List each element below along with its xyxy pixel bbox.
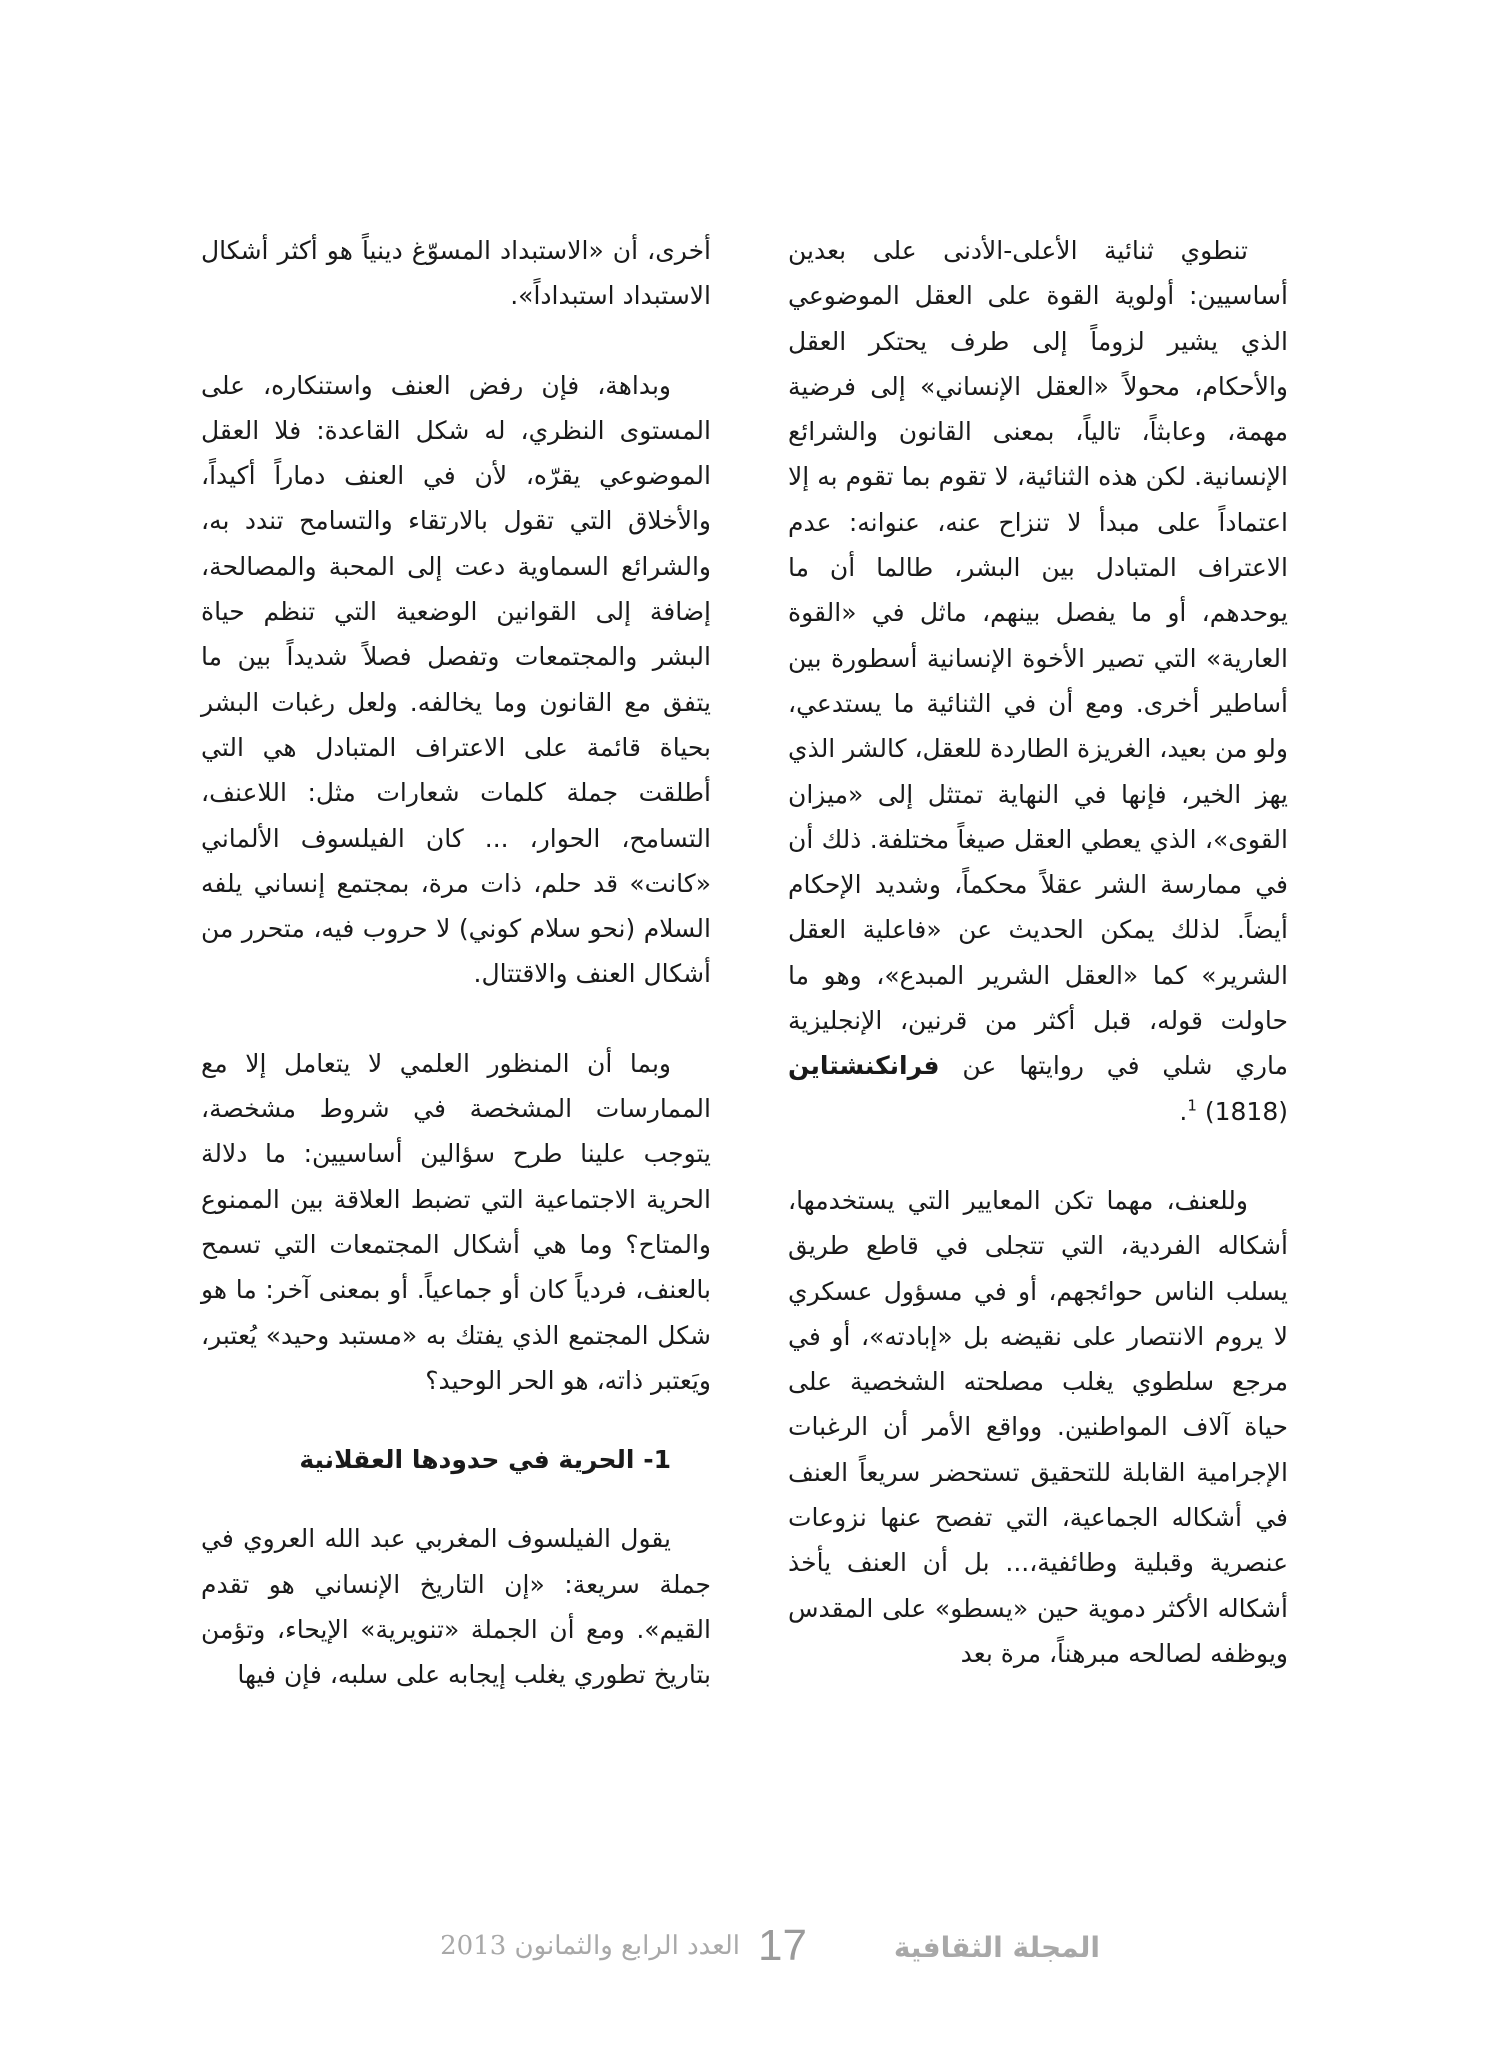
paragraph: تنطوي ثنائية الأعلى-الأدنى على بعدين أساسيين: أولوية القوة على العقل الموضوعي الذي يشير لزوماً إلى طرف يحتكر العقل والأحكام، محولاً «العقل الإنساني» إلى فرضية مهمة، وعابثاً، تالياً، بمعنى القانون والشرائع الإنسانية. لكن هذه الثنائية، لا تقوم بما تقوم به إلا اعتماداً على مبدأ لا تنزاح عنه، عنوانه: عدم الاعتراف المتبادل بين البشر، طالما أن ما يوحدهم، أو ما يفصل بينهم، ماثل في «القوة العارية» التي تصير الأخوة الإنسانية أسطورة بين أساطير أخرى. ومع أن في الثنائية ما يستدعي، ولو من بعيد، الغريزة الطاردة للعقل، كالشر الذي يهز الخير، فإنها في النهاية تمتثل إلى «ميزان القوى»، الذي يعطي العقل صيغاً مختلفة. ذلك أن في ممارسة الشر عقلاً محكماً، وشديد الإحكام أيضاً. لذلك يمكن الحديث عن «فاعلية العقل الشرير» كما «العقل الشرير المبدع»، وهو ما حاولت قوله، قبل أكثر من قرنين، الإنجليزية ماري شلي في روايتها عن فرانكنشتاين (1818) $^1$. (788, 236, 1288, 1126)
left-column (201, 228, 711, 1698)
right-column (788, 228, 1288, 1676)
paragraph: وبما أن المنظور العلمي لا يتعامل إلا مع الممارسات المشخصة في شروط مشخصة، يتوجب علينا طرح سؤالين أساسيين: ما دلالة الحرية الاجتماعية التي تضبط العلاقة بين الممنوع والمتاح؟ وما هي أشكال المجتمعات التي تسمح بالعنف، فردياً كان أو جماعياً. أو بمعنى آخر: ما هو شكل المجتمع الذي يفتك به «مستبد وحيد» يُعتبر، ويَعتبر ذاته، هو الحر الوحيد؟ (201, 1048, 711, 1395)
footnote-marker: 1 (1187, 1096, 1197, 1115)
section-heading: 1- الحرية في حدودها العقلانية (299, 1445, 671, 1475)
page-number: 17 (758, 1921, 807, 1970)
issue-label: العدد الرابع والثمانون 2013 (440, 1931, 740, 1961)
novel-title: فرانكنشتاين (788, 1051, 940, 1081)
page-footer (440, 1921, 1100, 1975)
paragraph: وللعنف، مهما تكن المعايير التي يستخدمها، أشكاله الفردية، التي تتجلى في قاطع طريق يسلب الناس حوائجهم، أو في مسؤول عسكري لا يروم الانتصار على نقيضه بل «إبادته»، أو في مرجع سلطوي يغلب مصلحته الشخصية على حياة آلاف المواطنين. وواقع الأمر أن الرغبات الإجرامية القابلة للتحقيق تستحضر سريعاً العنف في أشكاله الجماعية، التي تفصح عنها نزوعات عنصرية وقبلية وطائفية،... بل أن العنف يأخذ أشكاله الأكثر دموية حين «يسطو» على المقدس ويوظفه لصالحه مبرهناً، مرة بعد (788, 1185, 1288, 1668)
paragraph: أخرى، أن «الاستبداد المسوّغ دينياً هو أكثر أشكال الاستبداد استبداداً». (201, 236, 711, 311)
paragraph: وبداهة، فإن رفض العنف واستنكاره، على المستوى النظري، له شكل القاعدة: فلا العقل الموضوعي يقرّه، لأن في العنف دماراً أكيداً، والأخلاق التي تقول بالارتقاء والتسامح تندد به، والشرائع السماوية دعت إلى المحبة والمصالحة، إضافة إلى القوانين الوضعية التي تنظم حياة البشر والمجتمعات وتفصل فصلاً شديداً بين ما يتفق مع القانون وما يخالفه. ولعل رغبات البشر بحياة قائمة على الاعتراف المتبادل هي التي أطلقت جملة كلمات شعارات مثل: اللاعنف، التسامح، الحوار، ... كان الفيلسوف الألماني «كانت» قد حلم، ذات مرة، بمجتمع إنساني يلفه السلام (نحو سلام كوني) لا حروب فيه، متحرر من أشكال العنف والاقتتال. (201, 370, 711, 989)
paragraph: يقول الفيلسوف المغربي عبد الله العروي في جملة سريعة: «إن التاريخ الإنساني هو تقدم القيم». ومع أن الجملة «تنويرية» الإيحاء، وتؤمن بتاريخ تطوري يغلب إيجابه على سلبه، فإن فيها (201, 1524, 711, 1690)
magazine-name: المجلة الثقافية (893, 1931, 1100, 1964)
novel-year: (1818) (1204, 1096, 1288, 1126)
paragraph-text: تنطوي ثنائية الأعلى-الأدنى على بعدين أساسيين: أولوية القوة على العقل الموضوعي الذي يشير لزوماً إلى طرف يحتكر العقل والأحكام، محولاً «العقل الإنساني» إلى فرضية مهمة، وعابثاً، تالياً، بمعنى القانون والشرائع الإنسانية. لكن هذه الثنائية، لا تقوم بما تقوم به إلا اعتماداً على مبدأ لا تنزاح عنه، عنوانه: عدم الاعتراف المتبادل بين البشر، طالما أن ما يوحدهم، أو ما يفصل بينهم، ماثل في «القوة العارية» التي تصير الأخوة الإنسانية أسطورة بين أساطير أخرى. ومع أن في الثنائية ما يستدعي، ولو من بعيد، الغريزة الطاردة للعقل، كالشر الذي يهز الخير، فإنها في النهاية تمتثل إلى «ميزان القوى»، الذي يعطي العقل صيغاً مختلفة. ذلك أن في ممارسة الشر عقلاً محكماً، وشديد الإحكام أيضاً. لذلك يمكن الحديث عن «فاعلية العقل الشرير» كما «العقل الشرير المبدع»، وهو ما حاولت قوله، قبل أكثر من قرنين، الإنجليزية ماري شلي في روايتها عن (788, 236, 1288, 1081)
